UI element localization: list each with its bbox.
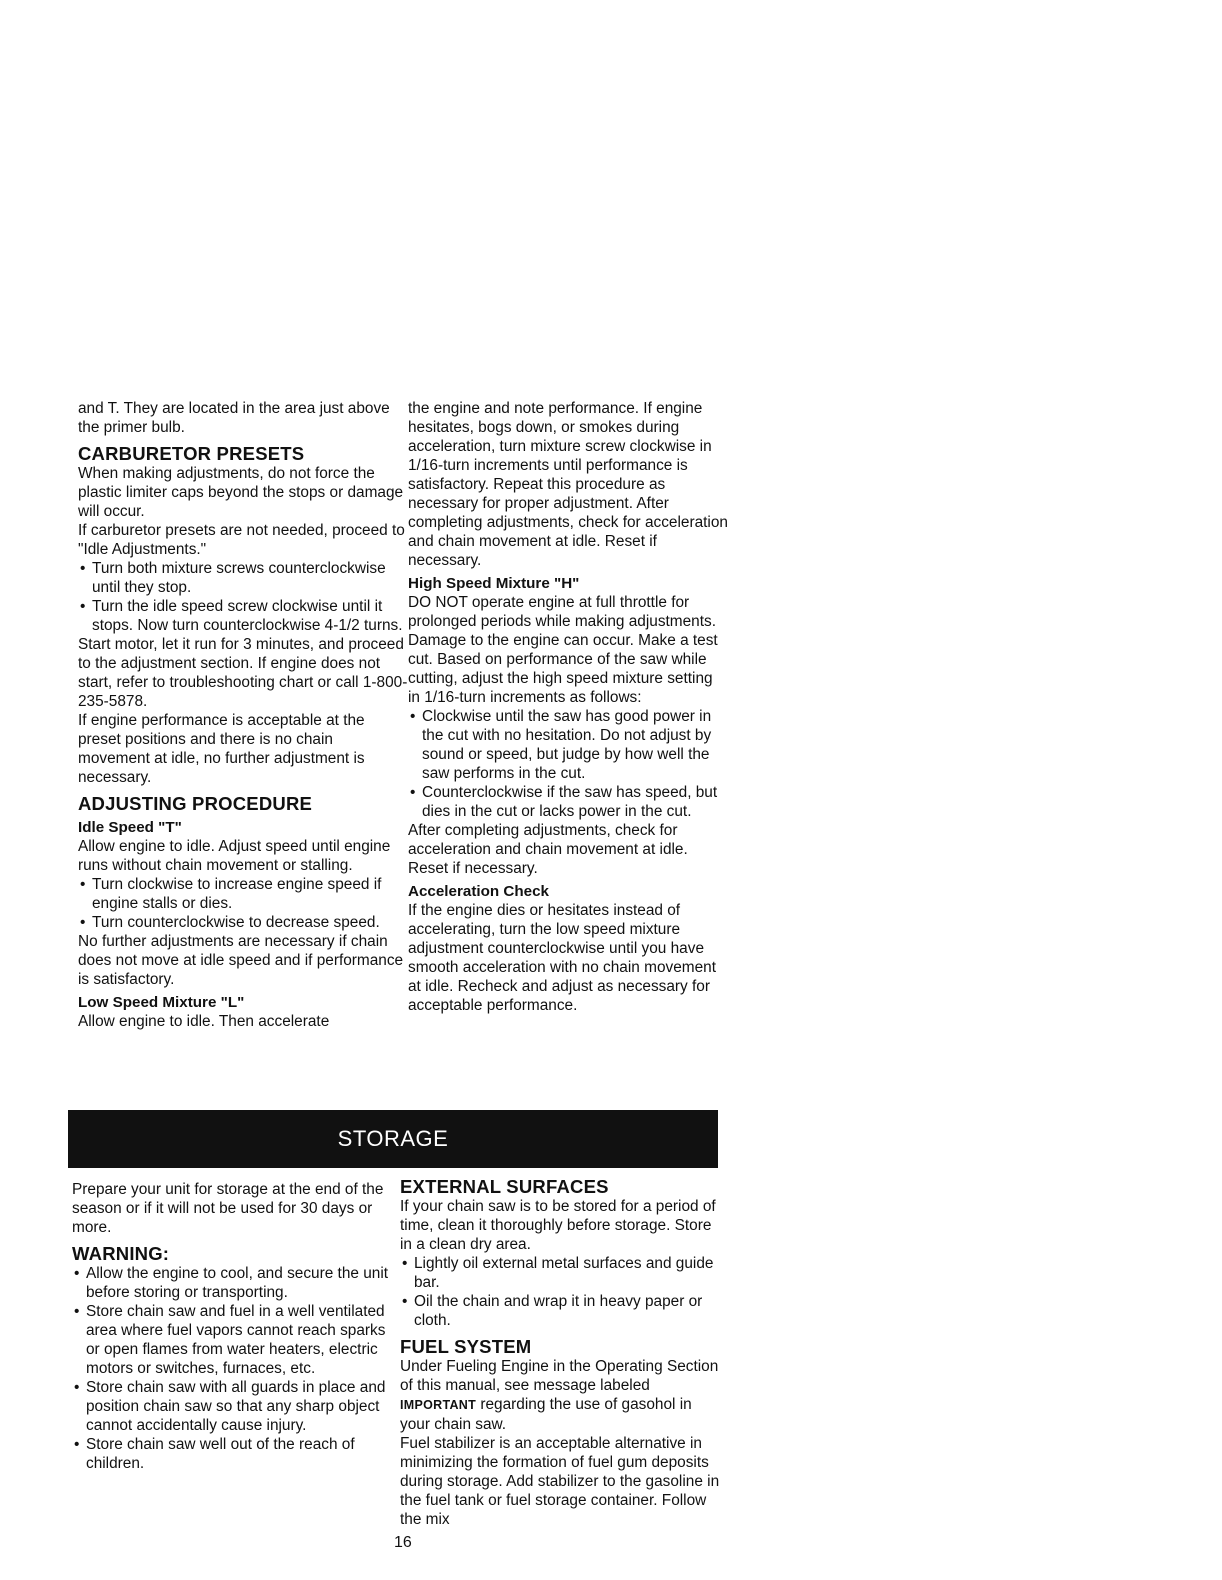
- idle-bullet-list: [78, 875, 408, 932]
- list-item: • Clockwise until the saw has good power in the cut with no hesitation. Do not adjust by sound or speed, but judge by how well the saw performs in the cut.: [408, 707, 728, 783]
- presets-paragraph-4: If engine performance is acceptable at the preset positions and there is no chain movement at idle, no further adjustment is necessary.: [78, 712, 365, 786]
- high-paragraph-1: DO NOT operate engine at full throttle for prolonged periods while making adjustments. Damage to the engine can occur. Make a test cut. Based on performance of the saw while cutting, adjust the high speed mixture setting in 1/16-turn increments as follows:: [408, 594, 718, 706]
- important-label: IMPORTANT: [400, 1398, 477, 1412]
- idle-paragraph-2: No further adjustments are necessary if chain does not move at idle speed and if performance is satisfactory.: [78, 933, 404, 988]
- list-item: • Turn both mixture screws counterclockwise until they stop.: [78, 559, 408, 597]
- adjusting-procedure-heading: ADJUSTING PROCEDURE: [78, 793, 313, 814]
- list-item: • Lightly oil external metal surfaces and guide bar.: [400, 1254, 720, 1292]
- storage-intro-paragraph: Prepare your unit for storage at the end of the season or if it will not be used for 30 days or more.: [72, 1181, 384, 1236]
- column-4: [400, 1176, 720, 1529]
- storage-section-banner: STORAGE: [68, 1110, 718, 1168]
- external-bullet-list: [400, 1254, 720, 1330]
- fuel-paragraph-1: [400, 1357, 720, 1434]
- high-bullet-list: [408, 707, 728, 821]
- list-item: • Store chain saw with all guards in place and position chain saw so that any sharp object cannot accidentally cause injury.: [72, 1378, 392, 1435]
- list-item: • Turn counterclockwise to decrease speed.: [78, 913, 408, 932]
- list-item: • Turn clockwise to increase engine speed if engine stalls or dies.: [78, 875, 408, 913]
- presets-paragraph-3: Start motor, let it run for 3 minutes, and proceed to the adjustment section. If engine does not start, refer to troubleshooting chart or call 1-800-235-5878.: [78, 636, 408, 710]
- column-2: [408, 399, 728, 1015]
- fuel-text-after: regarding the use of gasohol in your chain saw.: [400, 1396, 692, 1433]
- high-paragraph-2: After completing adjustments, check for acceleration and chain movement at idle. Reset if necessary.: [408, 822, 688, 877]
- list-item: • Turn the idle speed screw clockwise until it stops. Now turn counterclockwise 4-1/2 turns.: [78, 597, 408, 635]
- page-number: 16: [394, 1534, 412, 1551]
- column-3: [72, 1180, 392, 1473]
- list-item: • Counterclockwise if the saw has speed, but dies in the cut or lacks power in the cut.: [408, 783, 728, 821]
- fuel-text-before: Under Fueling Engine in the Operating Section of this manual, see message labeled: [400, 1358, 719, 1394]
- intro-paragraph: and T. They are located in the area just above the primer bulb.: [78, 400, 390, 436]
- list-item: • Store chain saw and fuel in a well ventilated area where fuel vapors cannot reach sparks or open flames from water heaters, electric motors or switches, furnaces, etc.: [72, 1302, 392, 1378]
- presets-paragraph-1: When making adjustments, do not force the plastic limiter caps beyond the stops or damage will occur.: [78, 465, 404, 520]
- presets-paragraph-2: If carburetor presets are not needed, proceed to "Idle Adjustments.": [78, 522, 405, 558]
- external-paragraph: If your chain saw is to be stored for a period of time, clean it thoroughly before storage. Store in a clean dry area.: [400, 1198, 716, 1253]
- warning-bullet-list: [72, 1264, 392, 1473]
- warning-heading: WARNING:: [72, 1243, 170, 1264]
- external-surfaces-heading: EXTERNAL SURFACES: [400, 1176, 609, 1197]
- idle-speed-heading: Idle Speed "T": [78, 819, 182, 836]
- fuel-system-heading: FUEL SYSTEM: [400, 1336, 532, 1357]
- list-item: • Oil the chain and wrap it in heavy paper or cloth.: [400, 1292, 720, 1330]
- carburetor-presets-heading: CARBURETOR PRESETS: [78, 443, 305, 464]
- low-paragraph-1: Allow engine to idle. Then accelerate: [78, 1013, 330, 1030]
- presets-bullet-list: [78, 559, 408, 635]
- high-speed-heading: High Speed Mixture "H": [408, 575, 580, 592]
- idle-paragraph-1: Allow engine to idle. Adjust speed until engine runs without chain movement or stalling.: [78, 838, 391, 874]
- low-continuation-paragraph: the engine and note performance. If engine hesitates, bogs down, or smokes during acceleration, turn mixture screw clockwise in 1/16-turn increments until performance is satisfactory. Repeat this procedure as necessary for proper adjustment. After completing adjustments, check for acceleration and chain movement at idle. Reset if necessary.: [408, 400, 728, 569]
- low-speed-heading: Low Speed Mixture "L": [78, 994, 245, 1011]
- list-item: • Allow the engine to cool, and secure the unit before storing or transporting.: [72, 1264, 392, 1302]
- acceleration-check-heading: Acceleration Check: [408, 883, 549, 900]
- acceleration-paragraph: If the engine dies or hesitates instead of accelerating, turn the low speed mixture adjustment counterclockwise until you have smooth acceleration with no chain movement at idle. Recheck and adjust as necessary for acceptable performance.: [408, 902, 716, 1014]
- list-item: • Store chain saw well out of the reach of children.: [72, 1435, 392, 1473]
- column-1: [78, 399, 408, 1031]
- fuel-paragraph-2: Fuel stabilizer is an acceptable alternative in minimizing the formation of fuel gum deposits during storage. Add stabilizer to the gasoline in the fuel tank or fuel storage container. Follow the mix: [400, 1435, 720, 1528]
